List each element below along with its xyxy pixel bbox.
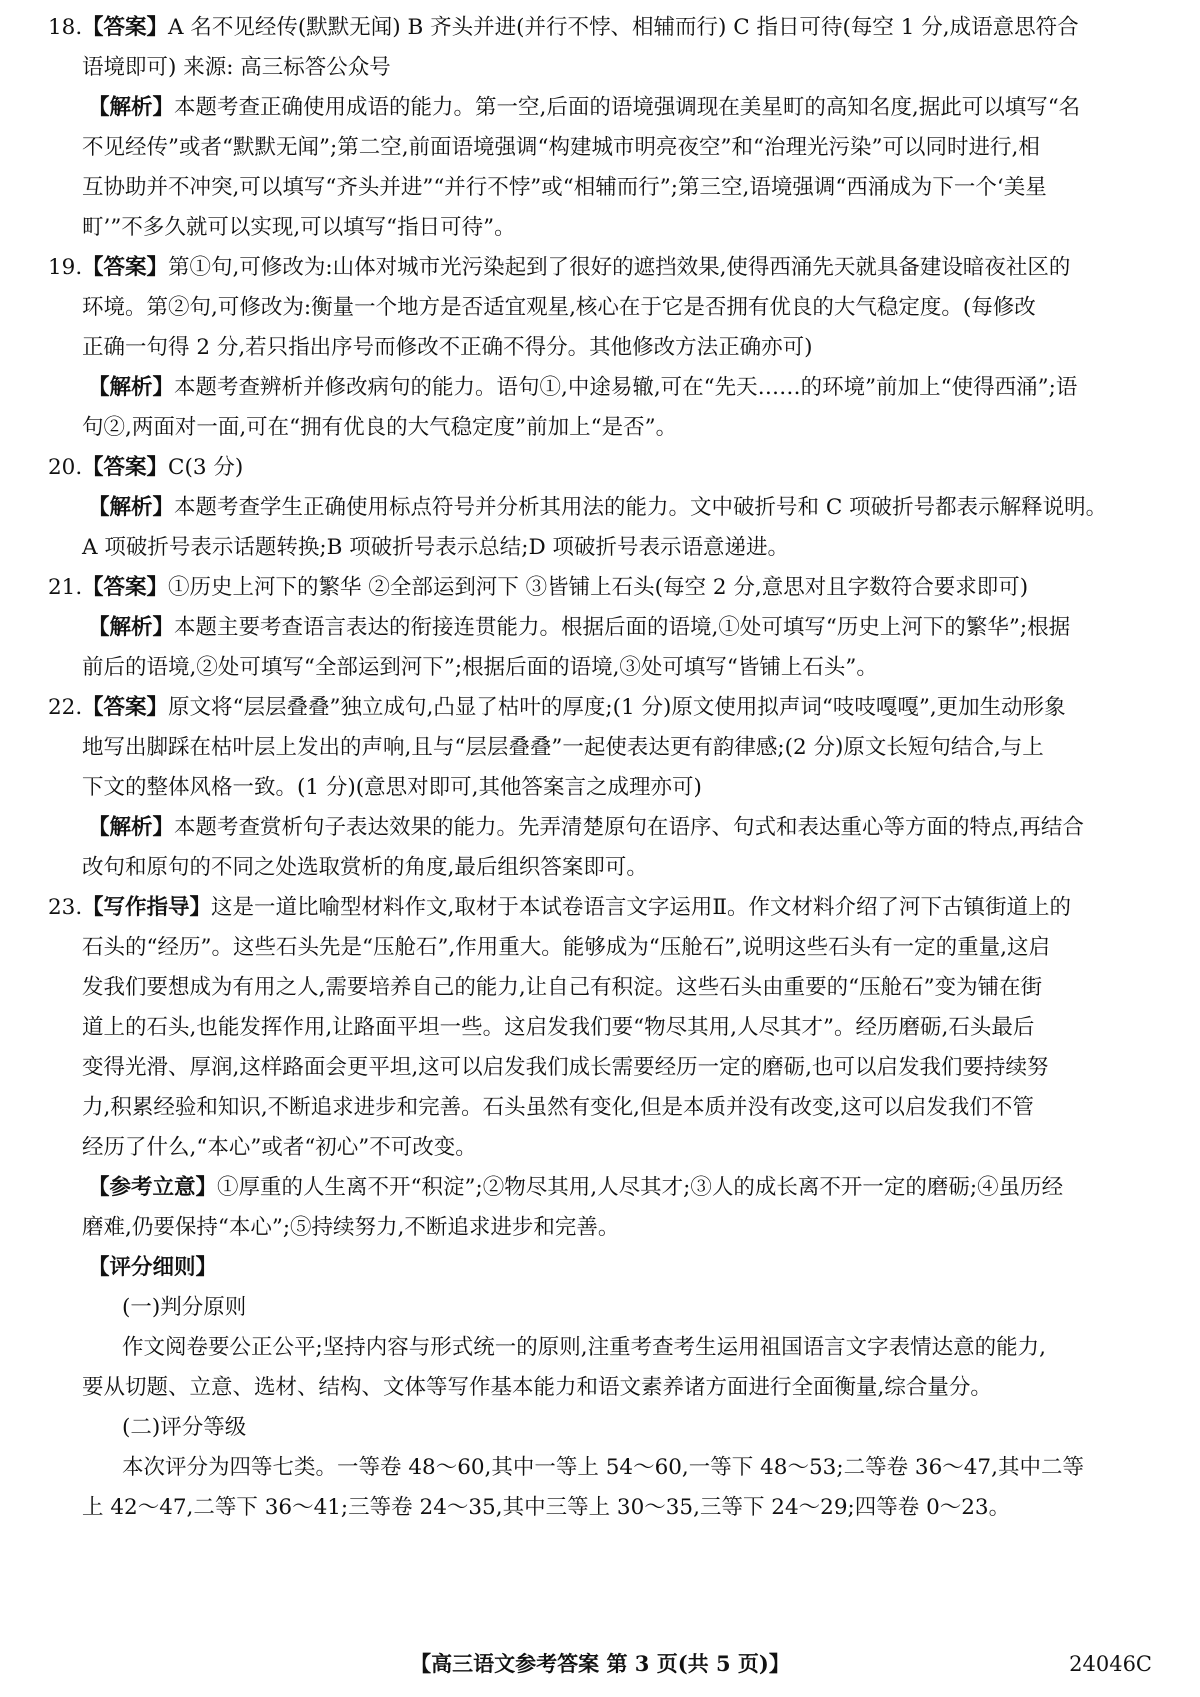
answer-tag: 【答案】 — [82, 695, 169, 720]
answer-text: A 名不见经传(默默无闻) B 齐头并进(并行不悖、相辅而行) C 指日可待(每空 1 分,成语意思符合 — [168, 15, 1079, 40]
answer-tag: 【答案】 — [82, 255, 169, 280]
analysis-tag: 【解析】 — [88, 495, 175, 520]
answer-tag: 【答案】 — [82, 575, 169, 600]
analysis-tag: 【解析】 — [88, 615, 175, 640]
footer-page-label: 【高三语文参考答案 第 3 页(共 5 页)】 — [410, 1651, 790, 1676]
reference-theme-tag: 【参考立意】 — [88, 1175, 218, 1200]
analysis-tag: 【解析】 — [88, 375, 175, 400]
question-number: 20. — [48, 455, 83, 480]
question-number: 23. — [48, 895, 83, 920]
rubric-tag: 【评分细则】 — [88, 1255, 218, 1280]
answer-page: 18. 【答案】A 名不见经传(默默无闻) B 齐头并进(并行不悖、相辅而行) C 指日可待(每空 1 分,成语意思符合 语境即可) 来源: 高三标答公众号 【解析】本题考查正确使用成语的能力。第一空,后面的语境强调现在美星町的高知名度,据此可以填写“名 不见经传”或者“默默无闻”;第二空,前面语境强调“构建城市明亮夜空”和“治理光污染”可以同时进行,相 互协助并不冲突,可以填写“齐头并进”“并行不悖”或“相辅而行”;第三空,语境强调“西涌成为下一个‘美星 町’”不多久就可以实现,可以填写“指日可待”。 19. 【答案】第①句,可修改为:山体对城市光污染起到了很好的遮挡效果,使得西涌先天就具备建设暗夜社区的 环境。第②句,可修改为:衡量一个地方是否适宜观星,核心在于它是否拥有优良的大气稳定度。(每修改 正确一句得 2 分,若只指出序号而修改不正确不得分。其他修改方法正确亦可) 【解析】本题考查辨析并修改病句的能力。语句①,中途易辙,可在“先天……的环境”前加上“使得西涌”;语 句②,两面对一面,可在“拥有优良的大气稳定度”前加上“是否”。 20. 【答案】C(3 分) 【解析】本题考查学生正确使用标点符号并分析其用法的能力。文中破折号和 C 项破折号都表示解释说明。 A 项破折号表示话题转换;B 项破折号表示总结;D 项破折号表示语意递进。 21. 【答案】①历史上河下的繁华 ②全部运到河下 ③皆铺上石头(每空 2 分,意思对且字数符合要求即可) 【解析】本题主要考查语言表达的衔接连贯能力。根据后面的语境,①处可填写“历史上河下的繁华”;根据 前后的语境,②处可填写“全部运到河下”;根据后面的语境,③处可填写“皆铺上石头”。 22. 【答案】原文将“层层叠叠”独立成句,凸显了枯叶的厚度;(1 分)原文使用拟声词“吱吱嘎嘎”,更加生动形象 地写出脚踩在枯叶层上发出的声响,且与“层层叠叠”一起使表达更有韵律感;(2 分)原文长短句结合,与上 下文的整体风格一致。(1 分)(意思对即可,其他答案言之成理亦可) 【解析】本题考查赏析句子表达效果的能力。先弄清楚原句在语序、句式和表达重心等方面的特点,再结合 改句和原句的不同之处选取赏析的角度,最后组织答案即可。 23. 【写作指导】这是一道比喻型材料作文,取材于本试卷语言文字运用Ⅱ。作文材料介绍了河下古镇街道上的 石头的“经历”。这些石头先是“压舱石”,作用重大。能够成为“压舱石”,说明这些石头有一定的重量,这启 发我们要想成为有用之人,需要培养自己的能力,让自己有积淀。这些石头由重要的“压舱石”变为铺在街 道上的石头,也能发挥作用,让路面平坦一些。这启发我们要“物尽其用,人尽其才”。经历磨砺,石头最后 变得光滑、厚润,这样路面会更平坦,这可以启发我们成长需要经历一定的磨砺,也可以启发我们要持续努 力,积累经验和知识,不断追求进步和完善。石头虽然有变化,但是本质并没有改变,这可以启发我们不管 经历了什么,“本心”或者“初心”不可改变。 【参考立意】①厚重的人生离不开“积淀”;②物尽其用,人尽其才;③人的成长离不开一定的磨砺;④虽历经 磨难,仍要保持“本心”;⑤持续努力,不断追求进步和完善。 【评分细则】 (一)判分原则 作文阅卷要公正公平;坚持内容与形式统一的原则,注重考查考生运用祖国语言文字表情达意的能力, 要从切题、立意、选材、结构、文体等写作基本能力和语文素养诸方面进行全面衡量,综合量分。 (二)评分等级 本次评分为四等七类。一等卷 48～60,其中一等上 54～60,一等下 48～53;二等卷 36～47,其中二等 上 42～47,二等下 36～41;三等卷 24～35,其中三等上 30～35,三等下 24～29;四等卷 0～23。 【高三语文参考答案 第 3 页(共 5 页)】 24046C — [0, 0, 1200, 1697]
footer-exam-code: 24046C — [1069, 1652, 1152, 1676]
question-number: 21. — [48, 575, 83, 600]
answer-tag: 【答案】 — [82, 15, 169, 40]
question-number: 18. — [48, 15, 83, 40]
analysis-tag: 【解析】 — [88, 815, 175, 840]
writing-guide-tag: 【写作指导】 — [82, 895, 212, 920]
analysis-tag: 【解析】 — [88, 95, 175, 120]
answer-tag: 【答案】 — [82, 455, 169, 480]
question-number: 22. — [48, 695, 83, 720]
question-number: 19. — [48, 255, 83, 280]
